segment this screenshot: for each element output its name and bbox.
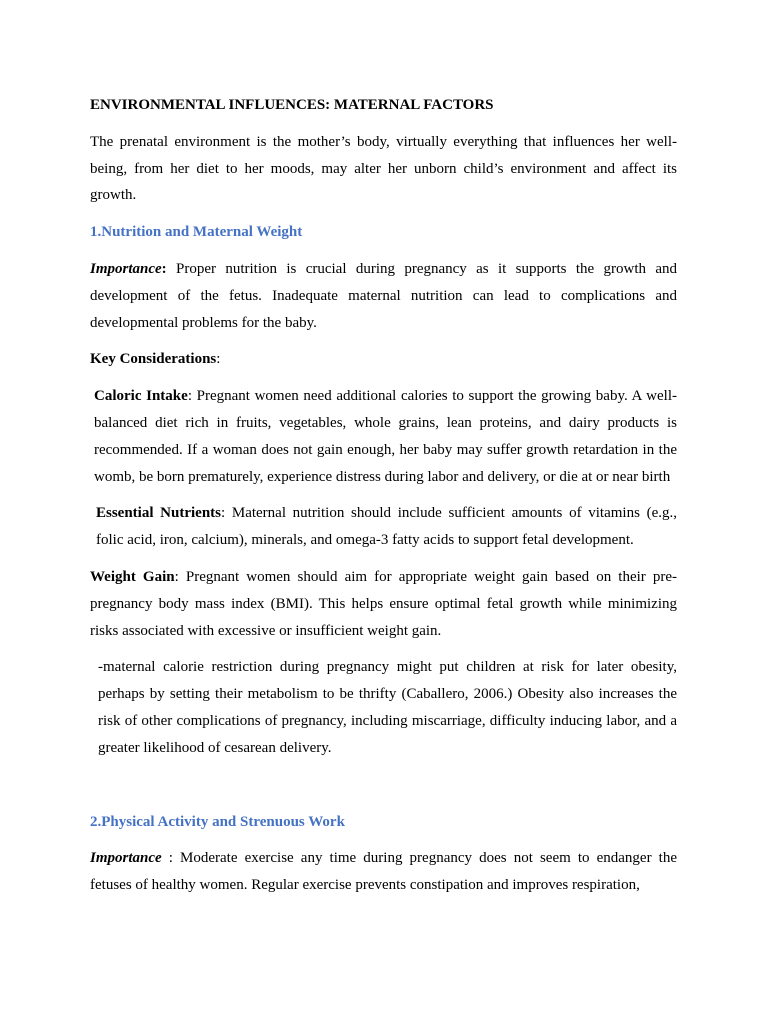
importance-text: Proper nutrition is crucial during pregnancy as it supports the growth and development of the fetus. Inadequate maternal nutrition can lead to complications and developmental problems for the baby. bbox=[90, 260, 677, 331]
caloric-intake-label: Caloric Intake bbox=[94, 388, 188, 405]
document-title: ENVIRONMENTAL INFLUENCES: MATERNAL FACTORS bbox=[90, 97, 494, 113]
intro-paragraph: The prenatal environment is the mother’s body, virtually everything that influences her well-being, from her diet to her moods, may alter her unborn child’s environment and affect its growth. bbox=[90, 133, 677, 204]
caloric-intake-text: : Pregnant women need additional calories to support the growing baby. A well-balanced diet rich in fruits, vegetables, whole grains, lean proteins, and dairy products is recommended. If a woman does not gain enough, her baby may suffer growth retardation in the womb, be born prematurely, experience distress during labor and delivery, or die at or near birth bbox=[94, 388, 677, 485]
section-heading-nutrition: 1.Nutrition and Maternal Weight bbox=[90, 224, 303, 241]
weight-gain-paragraph bbox=[90, 564, 677, 644]
weight-gain-text: : Pregnant women should aim for appropriate weight gain based on their pre-pregnancy body mass index (BMI). This helps ensure optimal fetal growth while minimizing risks associated with excessive or insufficient weight gain. bbox=[90, 568, 678, 639]
physical-importance-text: : Moderate exercise any time during pregnancy does not seem to endanger the fetuses of healthy women. Regular exercise prevents constipation and improves respiration, bbox=[90, 850, 677, 894]
caloric-intake-paragraph bbox=[90, 383, 677, 490]
importance-paragraph: Importance: Proper nutrition is crucial during pregnancy as it supports the growth and development of the fetus. Inadequate maternal nutrition can lead to complications and developmental problems for the baby. bbox=[90, 260, 677, 331]
importance-label: Importance bbox=[90, 260, 162, 277]
essential-nutrients-label: Essential Nutrients bbox=[96, 505, 222, 522]
weight-gain-label: Weight Gain bbox=[90, 568, 175, 585]
document-page bbox=[90, 92, 677, 909]
calorie-restriction-paragraph: -maternal calorie restriction during pregnancy might put children at risk for later obesity, perhaps by setting their metabolism to be thrifty (Caballero, 2006.) Obesity also increases the risk of other complications of pregnancy, including miscarriage, difficulty inducing labor, and a greater likelihood of cesarean delivery. bbox=[98, 659, 677, 756]
essential-nutrients-paragraph bbox=[90, 500, 677, 554]
section-heading-physical-activity: 2.Physical Activity and Strenuous Work bbox=[90, 813, 345, 830]
physical-importance-label: Importance bbox=[90, 850, 162, 867]
key-considerations-line: Key Considerations: bbox=[90, 351, 221, 368]
section-spacer bbox=[90, 772, 677, 809]
key-considerations-label: Key Considerations bbox=[90, 351, 217, 368]
essential-nutrients-text: : Maternal nutrition should include sufficient amounts of vitamins (e.g., folic acid, iron, calcium), minerals, and omega-3 fatty acids to support fetal development. bbox=[96, 505, 677, 549]
physical-activity-paragraph bbox=[90, 845, 677, 899]
